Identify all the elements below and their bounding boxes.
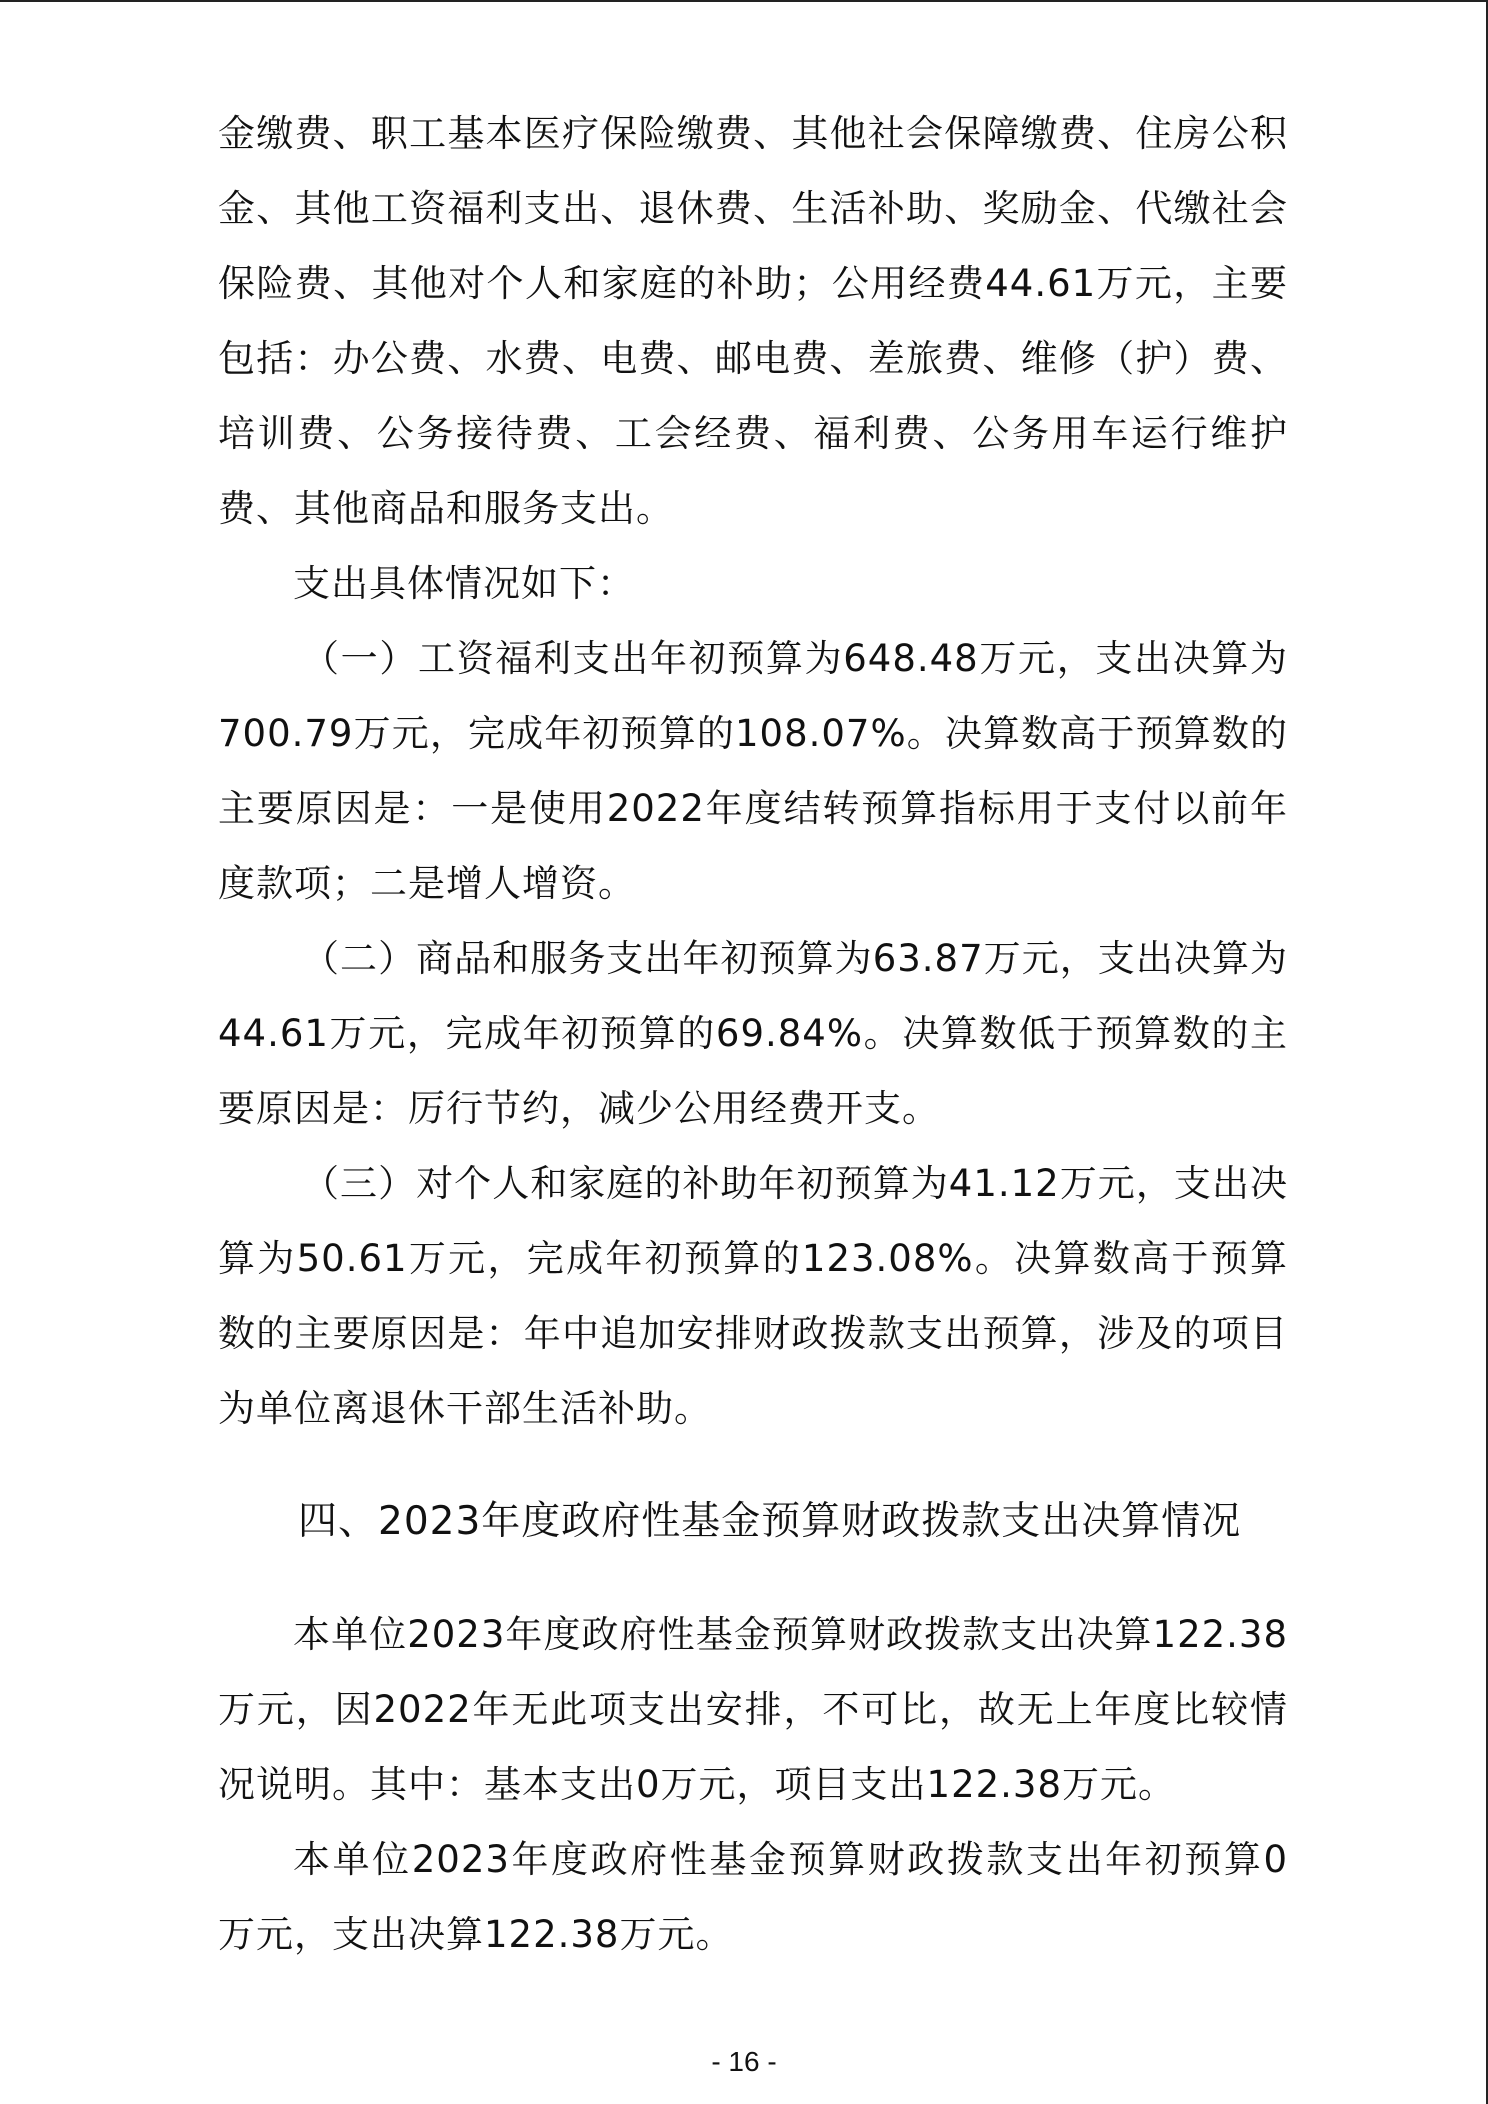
- page-number: - 16 -: [711, 2046, 777, 2077]
- paragraph-goods-services: （二）商品和服务支出年初预算为63.87万元，支出决算为44.61万元，完成年初预算的69.84%。决算数低于预算数的主要原因是：厉行节约，减少公用经费开支。: [218, 937, 1288, 1130]
- paragraph-fund-budget-summary: 本单位2023年度政府性基金预算财政拨款支出决算122.38万元，因2022年无此项支出安排，不可比，故无上年度比较情况说明。其中：基本支出0万元，项目支出122.38万元。: [218, 1613, 1288, 1806]
- document-body: [218, 96, 1288, 1972]
- paragraph-continuation: 金缴费、职工基本医疗保险缴费、其他社会保障缴费、住房公积金、其他工资福利支出、退休费、生活补助、奖励金、代缴社会保险费、其他对个人和家庭的补助；公用经费44.61万元，主要包括：办公费、水费、电费、邮电费、差旅费、维修（护）费、培训费、公务接待费、工会经费、福利费、公务用车运行维护费、其他商品和服务支出。: [218, 112, 1288, 530]
- section-heading: 四、2023年度政府性基金预算财政拨款支出决算情况: [298, 1499, 1242, 1544]
- paragraph-wages-welfare: （一）工资福利支出年初预算为648.48万元，支出决算为700.79万元，完成年初预算的108.07%。决算数高于预算数的主要原因是：一是使用2022年度结转预算指标用于支付以前年度款项；二是增人增资。: [218, 637, 1288, 905]
- paragraph-expense-intro: 支出具体情况如下：: [293, 562, 635, 605]
- page-top-border: [0, 0, 1488, 2]
- paragraph-fund-budget-initial: 本单位2023年度政府性基金预算财政拨款支出年初预算0万元，支出决算122.38万元。: [218, 1838, 1288, 1956]
- paragraph-household-subsidy: （三）对个人和家庭的补助年初预算为41.12万元，支出决算为50.61万元，完成年初预算的123.08%。决算数高于预算数的主要原因是：年中追加安排财政拨款支出预算，涉及的项目为单位离退休干部生活补助。: [218, 1162, 1288, 1430]
